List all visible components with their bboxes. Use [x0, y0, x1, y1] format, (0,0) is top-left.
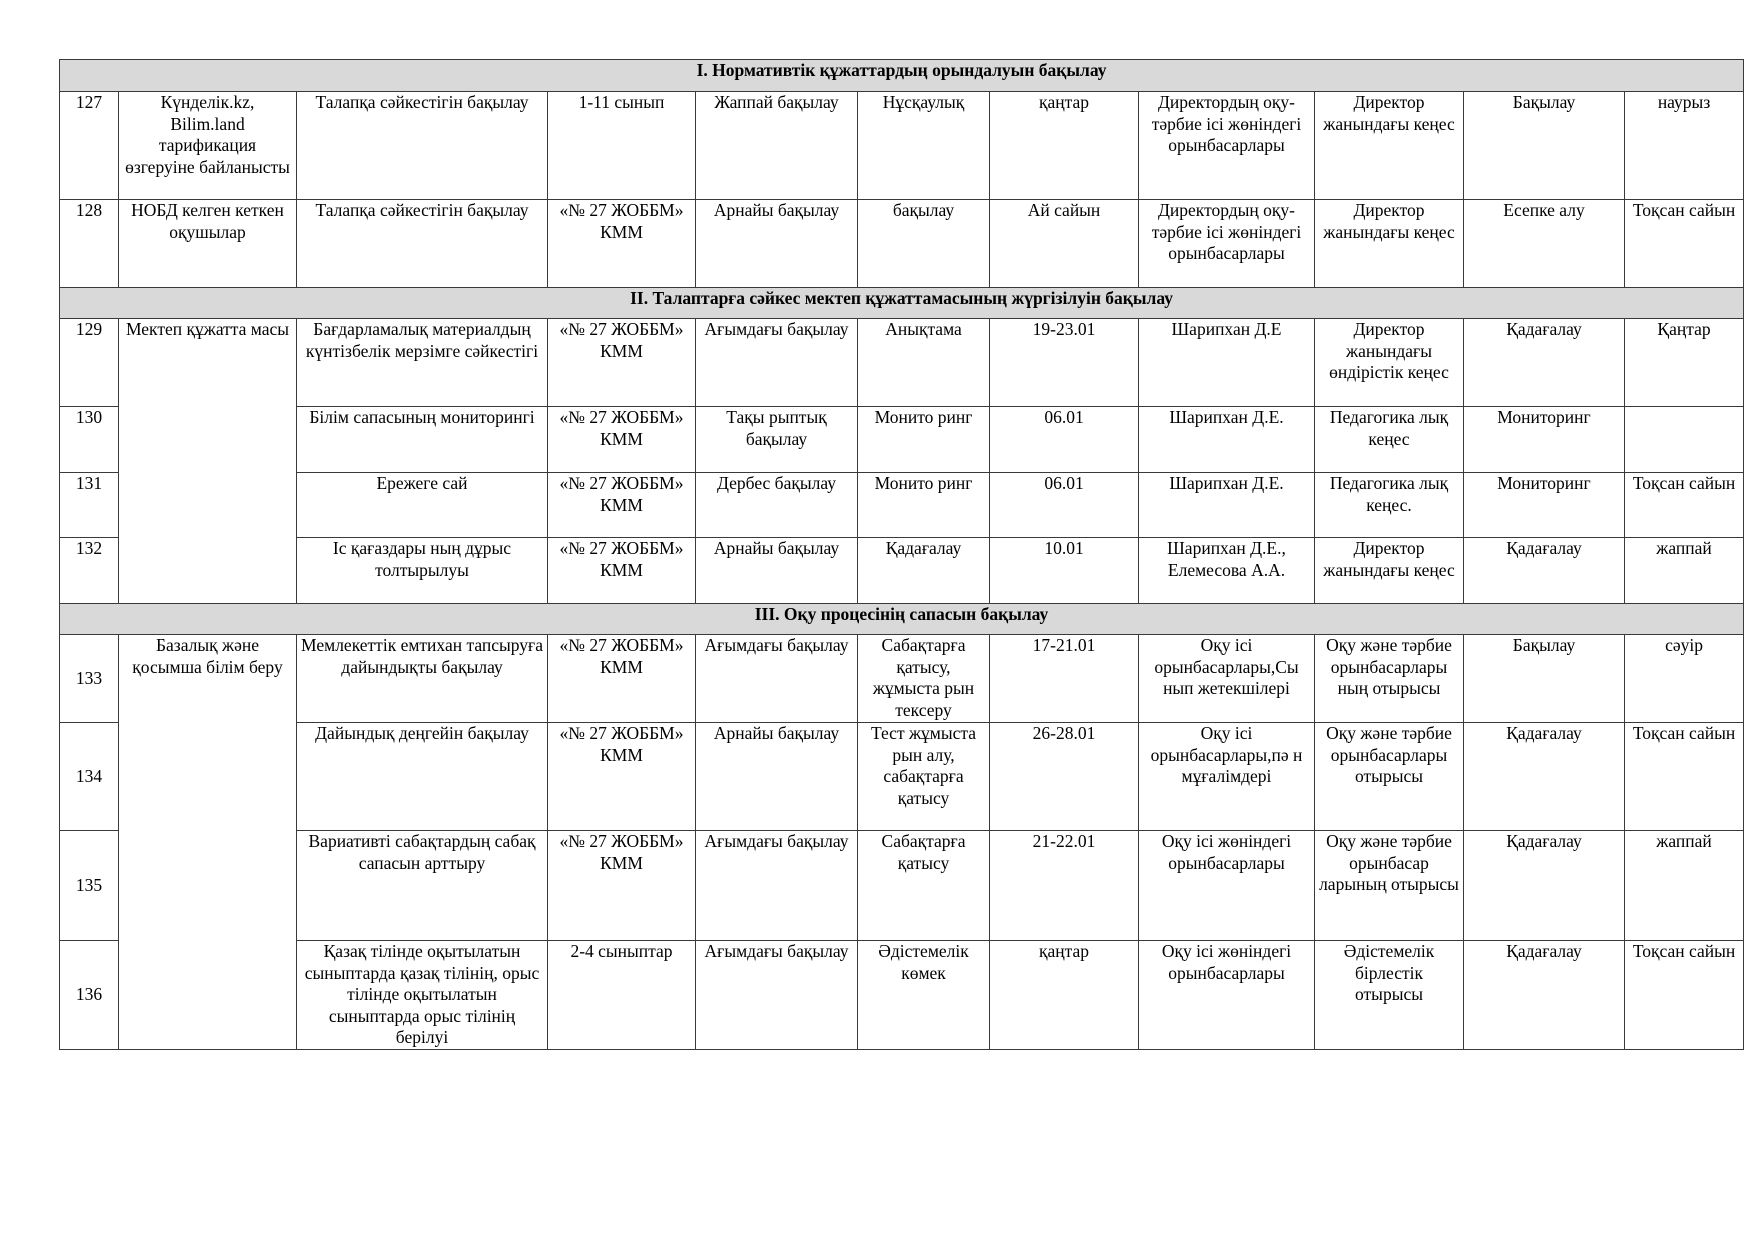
- type-cell: Арнайы бақылау: [696, 200, 858, 288]
- section-title: I. Нормативтік құжаттардың орындалуын бақылау: [60, 60, 1744, 92]
- repeat-cell: [1625, 407, 1744, 473]
- object-cell: «№ 27 ЖОББМ» КММ: [548, 407, 696, 473]
- result-cell: Қадағалау: [1464, 319, 1625, 407]
- result-cell: Қадағалау: [1464, 831, 1625, 941]
- method-cell: Анықтама: [858, 319, 990, 407]
- date-cell: 17-21.01: [990, 635, 1139, 723]
- review-cell: Педагогика лық кеңес.: [1315, 473, 1464, 538]
- responsible-cell: Оқу ісі орынбасарлары,Сы нып жетекшілері: [1139, 635, 1315, 723]
- responsible-cell: Шарипхан Д.Е.: [1139, 407, 1315, 473]
- table-row: [60, 319, 1744, 407]
- goal-cell: Бағдарламалық материалдың күнтізбелік мерзімге сәйкестігі: [297, 319, 548, 407]
- row-number: 130: [60, 407, 119, 473]
- goal-cell: Вариативті сабақтардың сабақ сапасын арттыру: [297, 831, 548, 941]
- goal-cell: Дайындық деңгейін бақылау: [297, 723, 548, 831]
- responsible-cell: Директордың оқу- тәрбие ісі жөніндегі орынбасарлары: [1139, 200, 1315, 288]
- review-cell: Педагогика лық кеңес: [1315, 407, 1464, 473]
- date-cell: 06.01: [990, 473, 1139, 538]
- date-cell: қаңтар: [990, 92, 1139, 200]
- date-cell: Ай сайын: [990, 200, 1139, 288]
- object-cell: «№ 27 ЖОББМ» КММ: [548, 538, 696, 604]
- method-cell: Тест жұмыста рын алу, сабақтарға қатысу: [858, 723, 990, 831]
- review-cell: Әдістемелік бірлестік отырысы: [1315, 941, 1464, 1050]
- responsible-cell: Директордың оқу- тәрбие ісі жөніндегі орынбасарлары: [1139, 92, 1315, 200]
- row-number: 135: [60, 831, 119, 941]
- row-number: 134: [60, 723, 119, 831]
- table-row: [60, 831, 1744, 941]
- result-cell: Мониторинг: [1464, 473, 1625, 538]
- type-cell: Жаппай бақылау: [696, 92, 858, 200]
- section-header-row: [60, 288, 1744, 319]
- repeat-cell: наурыз: [1625, 92, 1744, 200]
- review-cell: Оқу және тәрбие орынбасарлары отырысы: [1315, 723, 1464, 831]
- repeat-cell: жаппай: [1625, 831, 1744, 941]
- responsible-cell: Шарипхан Д.Е., Елемесова А.А.: [1139, 538, 1315, 604]
- section-title: II. Талаптарға сәйкес мектеп құжаттамасының жүргізілуін бақылау: [60, 288, 1744, 319]
- type-cell: Дербес бақылау: [696, 473, 858, 538]
- goal-cell: Талапқа сәйкестігін бақылау: [297, 92, 548, 200]
- type-cell: Ағымдағы бақылау: [696, 635, 858, 723]
- table-row: [60, 473, 1744, 538]
- responsible-cell: Оқу ісі жөніндегі орынбасарлары: [1139, 831, 1315, 941]
- table-row: [60, 407, 1744, 473]
- result-cell: Мониторинг: [1464, 407, 1625, 473]
- table-row: [60, 635, 1744, 723]
- row-number: 132: [60, 538, 119, 604]
- method-cell: Нұсқаулық: [858, 92, 990, 200]
- method-cell: бақылау: [858, 200, 990, 288]
- repeat-cell: жаппай: [1625, 538, 1744, 604]
- section-header-row: [60, 60, 1744, 92]
- object-cell: 1-11 сынып: [548, 92, 696, 200]
- object-cell: «№ 27 ЖОББМ» КММ: [548, 723, 696, 831]
- type-cell: Арнайы бақылау: [696, 538, 858, 604]
- goal-cell: Іс қағаздары ның дұрыс толтырылуы: [297, 538, 548, 604]
- date-cell: қаңтар: [990, 941, 1139, 1050]
- object-cell: «№ 27 ЖОББМ» КММ: [548, 319, 696, 407]
- method-cell: Монито ринг: [858, 473, 990, 538]
- repeat-cell: Тоқсан сайын: [1625, 473, 1744, 538]
- date-cell: 21-22.01: [990, 831, 1139, 941]
- method-cell: Сабақтарға қатысу, жұмыста рын тексеру: [858, 635, 990, 723]
- repeat-cell: Тоқсан сайын: [1625, 723, 1744, 831]
- type-cell: Тақы рыптық бақылау: [696, 407, 858, 473]
- table-row: [60, 723, 1744, 831]
- table-row: [60, 538, 1744, 604]
- responsible-cell: Оқу ісі жөніндегі орынбасарлары: [1139, 941, 1315, 1050]
- review-cell: Оқу және тәрбие орынбасарлары ның отырысы: [1315, 635, 1464, 723]
- topic-cell: Базалық және қосымша білім беру: [119, 635, 297, 1050]
- type-cell: Ағымдағы бақылау: [696, 319, 858, 407]
- object-cell: «№ 27 ЖОББМ» КММ: [548, 831, 696, 941]
- table-row: [60, 92, 1744, 200]
- goal-cell: Ережеге сай: [297, 473, 548, 538]
- repeat-cell: сәуір: [1625, 635, 1744, 723]
- type-cell: Арнайы бақылау: [696, 723, 858, 831]
- result-cell: Қадағалау: [1464, 723, 1625, 831]
- review-cell: Директор жанындағы кеңес: [1315, 200, 1464, 288]
- topic-cell: НОБД келген кеткен оқушылар: [119, 200, 297, 288]
- object-cell: «№ 27 ЖОББМ» КММ: [548, 635, 696, 723]
- review-cell: Директор жанындағы кеңес: [1315, 538, 1464, 604]
- type-cell: Ағымдағы бақылау: [696, 831, 858, 941]
- responsible-cell: Оқу ісі орынбасарлары,пә н мұғалімдері: [1139, 723, 1315, 831]
- repeat-cell: Тоқсан сайын: [1625, 200, 1744, 288]
- result-cell: Бақылау: [1464, 92, 1625, 200]
- method-cell: Қадағалау: [858, 538, 990, 604]
- goal-cell: Білім сапасының мониторингі: [297, 407, 548, 473]
- object-cell: «№ 27 ЖОББМ» КММ: [548, 200, 696, 288]
- row-number: 136: [60, 941, 119, 1050]
- method-cell: Монито ринг: [858, 407, 990, 473]
- row-number: 128: [60, 200, 119, 288]
- date-cell: 19-23.01: [990, 319, 1139, 407]
- review-cell: Директор жанындағы кеңес: [1315, 92, 1464, 200]
- result-cell: Есепке алу: [1464, 200, 1625, 288]
- control-plan-table: [59, 59, 1744, 1050]
- responsible-cell: Шарипхан Д.Е.: [1139, 473, 1315, 538]
- row-number: 129: [60, 319, 119, 407]
- goal-cell: Талапқа сәйкестігін бақылау: [297, 200, 548, 288]
- method-cell: Сабақтарға қатысу: [858, 831, 990, 941]
- repeat-cell: Қаңтар: [1625, 319, 1744, 407]
- row-number: 131: [60, 473, 119, 538]
- date-cell: 06.01: [990, 407, 1139, 473]
- section-title: III. Оқу процесінің сапасын бақылау: [60, 604, 1744, 635]
- repeat-cell: Тоқсан сайын: [1625, 941, 1744, 1050]
- date-cell: 26-28.01: [990, 723, 1139, 831]
- topic-cell: Күнделік.kz, Bilim.land тарификация өзгеруіне байланысты: [119, 92, 297, 200]
- result-cell: Қадағалау: [1464, 941, 1625, 1050]
- topic-cell: Мектеп құжатта масы: [119, 319, 297, 604]
- type-cell: Ағымдағы бақылау: [696, 941, 858, 1050]
- result-cell: Қадағалау: [1464, 538, 1625, 604]
- object-cell: 2-4 сыныптар: [548, 941, 696, 1050]
- review-cell: Оқу және тәрбие орынбасар ларының отырысы: [1315, 831, 1464, 941]
- object-cell: «№ 27 ЖОББМ» КММ: [548, 473, 696, 538]
- date-cell: 10.01: [990, 538, 1139, 604]
- table-row: [60, 941, 1744, 1050]
- row-number: 133: [60, 635, 119, 723]
- section-header-row: [60, 604, 1744, 635]
- method-cell: Әдістемелік көмек: [858, 941, 990, 1050]
- table-row: [60, 200, 1744, 288]
- row-number: 127: [60, 92, 119, 200]
- goal-cell: Қазақ тілінде оқытылатын сыныптарда қазақ тілінің, орыс тілінде оқытылатын сыныптарда орыс тілінің берілуі: [297, 941, 548, 1050]
- result-cell: Бақылау: [1464, 635, 1625, 723]
- review-cell: Директор жанындағы өндірістік кеңес: [1315, 319, 1464, 407]
- goal-cell: Мемлекеттік емтихан тапсыруға дайындықты бақылау: [297, 635, 548, 723]
- responsible-cell: Шарипхан Д.Е: [1139, 319, 1315, 407]
